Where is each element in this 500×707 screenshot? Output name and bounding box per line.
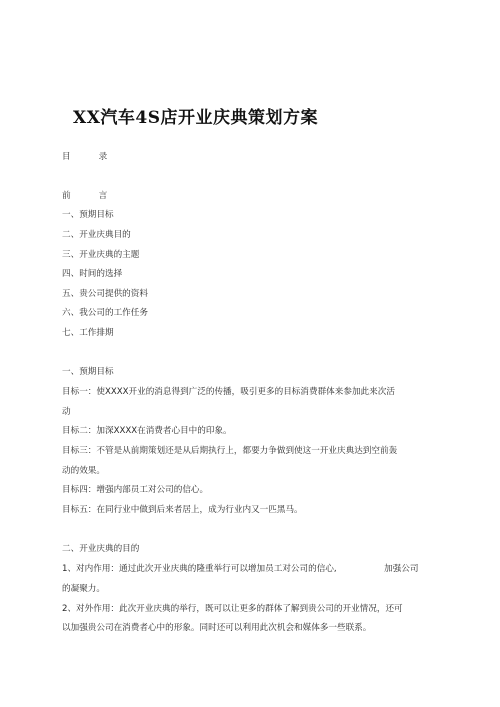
goal1-line2: 动 [62, 407, 71, 417]
section2-heading: 二、开业庆典的目的 [62, 544, 140, 554]
purpose2-line2: 以加强贵公司在消费者心中的形象。同时还可以利用此次机会和媒体多一些联系。 [62, 623, 372, 633]
purpose1-line2: 的凝聚力。 [62, 584, 105, 594]
toc-item: 一、预期目标 [62, 210, 114, 220]
section1-heading: 一、预期目标 [62, 367, 114, 377]
purpose1-line1-a: 1、对内作用：通过此次开业庆典的隆重举行可以增加员工对公司的信心, [62, 564, 337, 574]
toc-item: 七、工作排期 [62, 328, 114, 338]
toc-heading [62, 151, 107, 163]
goal5: 目标五：在同行业中做到后来者居上，成为行业内又一匹黑马。 [62, 505, 303, 515]
toc-item: 二、开业庆典目的 [62, 230, 131, 240]
toc-heading-left: 目 [62, 152, 71, 162]
toc-item: 三、开业庆典的主题 [62, 250, 140, 260]
purpose2-line1: 2、对外作用：此次开业庆典的举行，既可以让更多的群体了解到贵公司的开业情况，还可 [62, 604, 403, 614]
purpose1-line1-b: 加强公司 [384, 564, 419, 574]
toc-preface [62, 190, 107, 202]
purpose1-line1 [62, 563, 418, 575]
toc-item: 四、时间的选择 [62, 269, 123, 279]
toc-item: 六、我公司的工作任务 [62, 308, 148, 318]
toc-preface-right: 言 [98, 191, 108, 201]
goal1-line1: 目标一：使XXXX开业的消息得到广泛的传播，吸引更多的目标消费群体来参加此来次活 [62, 387, 395, 397]
goal4: 目标四：增强内部员工对公司的信心。 [62, 485, 209, 495]
toc-preface-left: 前 [62, 191, 71, 201]
goal3-line1: 目标三：不管是从前期策划还是从后期执行上，都要力争做到使这一开业庆典达到空前轰 [62, 446, 398, 456]
toc-heading-right: 录 [98, 152, 108, 162]
toc-item: 五、贵公司提供的资料 [62, 289, 148, 299]
goal2: 目标二：加深XXXX在消费者心目中的印象。 [62, 426, 232, 436]
document-title: XX汽车4S店开业庆典策划方案 [73, 108, 318, 128]
goal3-line2: 动的效果。 [62, 466, 105, 476]
